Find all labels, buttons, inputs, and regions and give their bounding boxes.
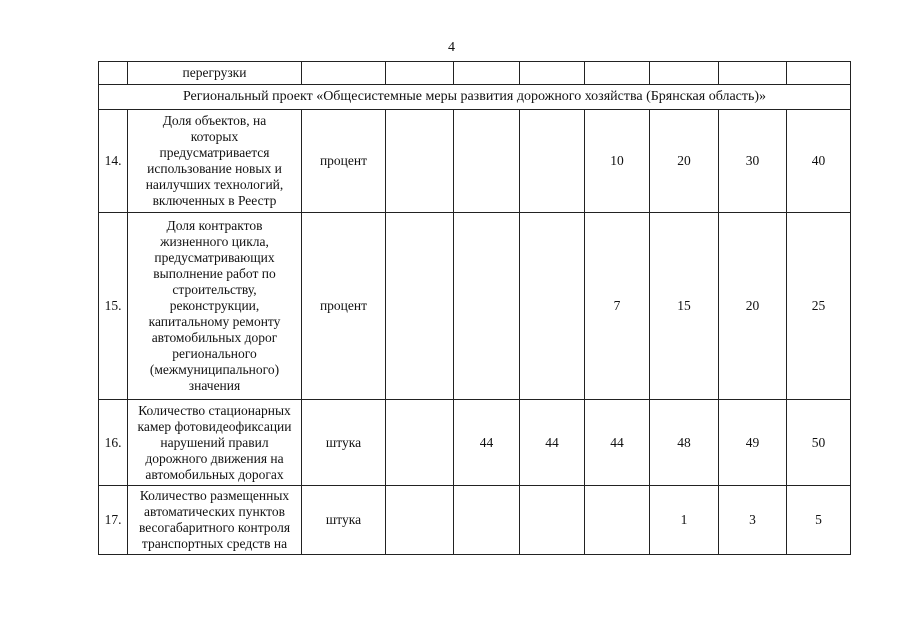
value-cell bbox=[585, 486, 650, 555]
value-cell bbox=[386, 213, 454, 400]
value-cell: 44 bbox=[585, 400, 650, 486]
row-number: 14. bbox=[99, 110, 128, 213]
value-cell bbox=[386, 400, 454, 486]
value-cell: 49 bbox=[719, 400, 787, 486]
value-cell: 5 bbox=[787, 486, 851, 555]
value-cell bbox=[454, 486, 520, 555]
table-row bbox=[99, 486, 851, 555]
value-cell bbox=[386, 110, 454, 213]
table-row bbox=[99, 400, 851, 486]
value-cell: 48 bbox=[650, 400, 719, 486]
value-cell: 25 bbox=[787, 213, 851, 400]
value-cell: 7 bbox=[585, 213, 650, 400]
value-cell: 44 bbox=[454, 400, 520, 486]
indicator-name: Количество стационарных камер фотовидеофиксации нарушений правил дорожного движения на автомобильных дорогах bbox=[128, 400, 302, 486]
value-cell: 44 bbox=[520, 400, 585, 486]
unit-cell: штука bbox=[302, 486, 386, 555]
row-number: 15. bbox=[99, 213, 128, 400]
indicator-name: Количество размещенных автоматических пунктов весогабаритного контроля транспортных средств на bbox=[128, 486, 302, 555]
unit-cell: процент bbox=[302, 110, 386, 213]
table-row bbox=[99, 213, 851, 400]
value-cell bbox=[454, 110, 520, 213]
value-cell: 3 bbox=[719, 486, 787, 555]
unit-cell: процент bbox=[302, 213, 386, 400]
value-cell: 50 bbox=[787, 400, 851, 486]
row-number: 17. bbox=[99, 486, 128, 555]
value-cell bbox=[386, 486, 454, 555]
indicator-name-cell: перегрузки bbox=[128, 62, 302, 85]
section-row bbox=[99, 85, 851, 110]
value-cell bbox=[454, 213, 520, 400]
value-cell: 40 bbox=[787, 110, 851, 213]
value-cell: 30 bbox=[719, 110, 787, 213]
indicator-name: Доля объектов, на которых предусматривается использование новых и наилучших технологий, включенных в Реестр bbox=[128, 110, 302, 213]
row-number-cell bbox=[99, 62, 128, 85]
indicator-name: Доля контрактов жизненного цикла, предусматривающих выполнение работ по строительству, реконструкции, капитальному ремонту автомобильных дорог регионального (межмуниципального) значения bbox=[128, 213, 302, 400]
value-cell bbox=[520, 110, 585, 213]
value-cell: 20 bbox=[650, 110, 719, 213]
indicators-table bbox=[98, 61, 851, 555]
page-number: 4 bbox=[448, 40, 455, 55]
value-cell: 10 bbox=[585, 110, 650, 213]
table-row-continued bbox=[99, 62, 851, 85]
value-cell: 1 bbox=[650, 486, 719, 555]
value-cell bbox=[520, 486, 585, 555]
value-cell: 15 bbox=[650, 213, 719, 400]
value-cell: 20 bbox=[719, 213, 787, 400]
section-title: Региональный проект «Общесистемные меры развития дорожного хозяйства (Брянская область)» bbox=[99, 85, 851, 110]
table-row bbox=[99, 110, 851, 213]
row-number: 16. bbox=[99, 400, 128, 486]
value-cell bbox=[520, 213, 585, 400]
unit-cell: штука bbox=[302, 400, 386, 486]
